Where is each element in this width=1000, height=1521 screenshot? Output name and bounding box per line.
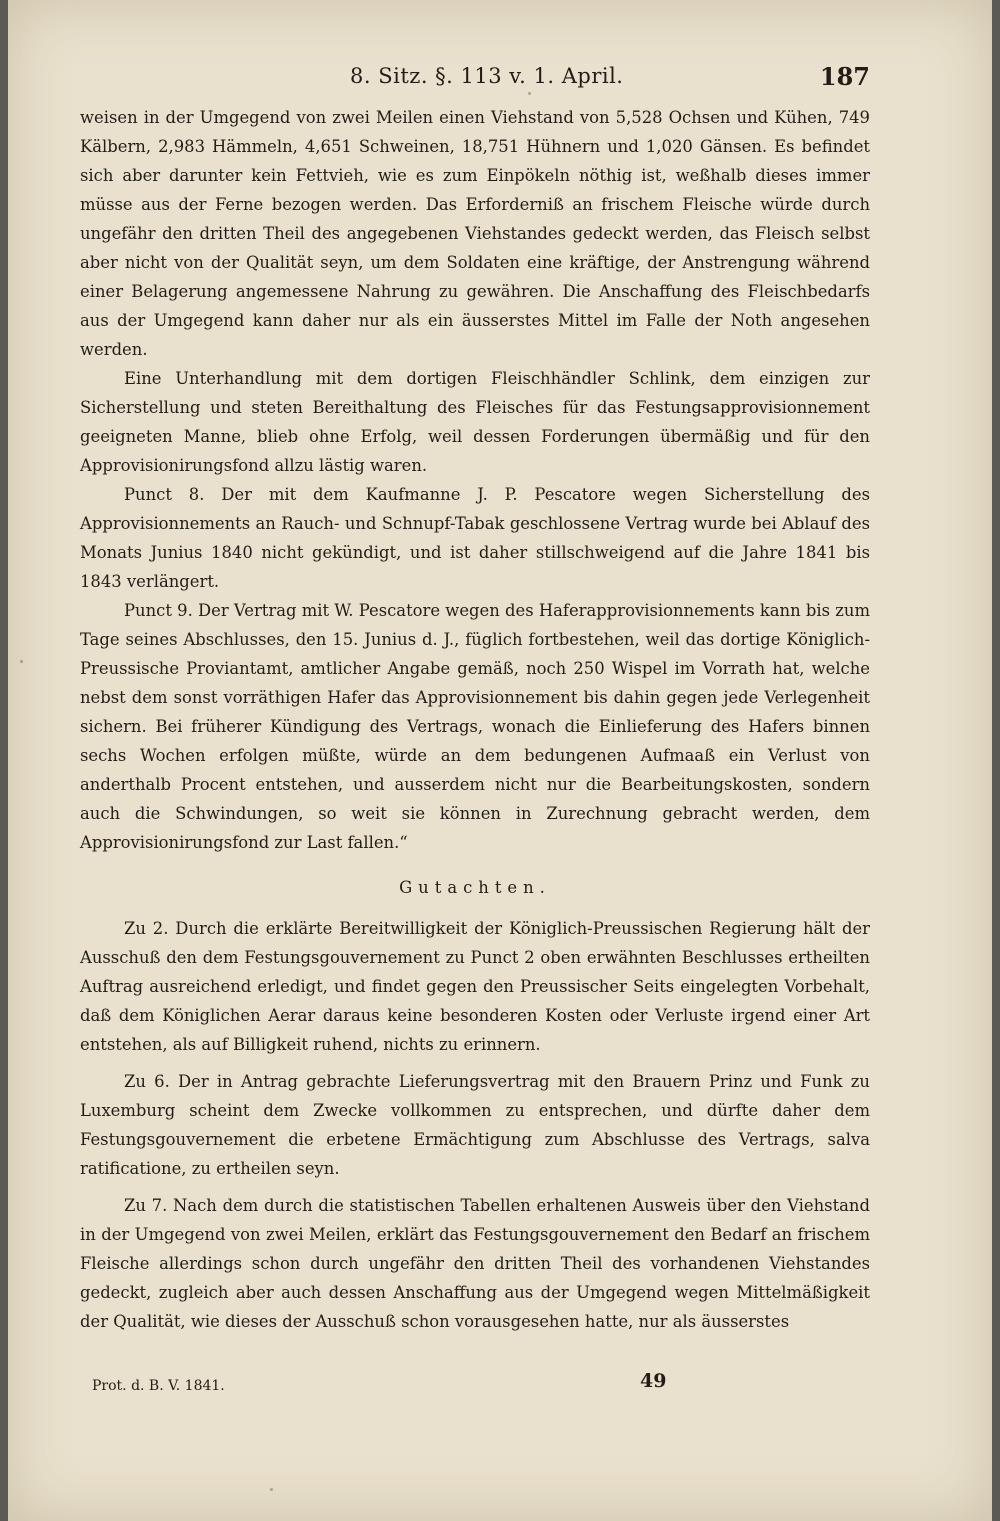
paper-speck xyxy=(528,92,531,95)
item-zu-6: Zu 6. Der in Antrag gebrachte Lieferungsvertrag mit den Brauern Prinz und Funk zu Luxemburg scheint dem Zwecke vollkommen zu entsprechen, und dürfte daher dem Festungsgouvernement die erbetene Ermächtigung zum Abschlusse des Vertrags, salva ratificatione, zu ertheilen seyn. xyxy=(80,1072,870,1178)
page-number: 187 xyxy=(819,62,870,91)
paragraph-punct-9: Punct 9. Der Vertrag mit W. Pescatore wegen des Haferapprovisionnements kann bis zum Tage seines Abschlusses, den 15. Junius d. J., füglich fortbestehen, weil das dortige Königlich-Preussische Proviantamt, amtlicher Angabe gemäß, noch 250 Wispel im Vorrath hat, welche nebst dem sonst vorräthigen Hafer das Approvisionnement bis dahin gegen jede Verlegenheit sichern. Bei früherer Kündigung des Vertrags, wonach die Einlieferung des Hafers binnen sechs Wochen erfolgen müßte, würde an dem bedungenen Aufmaaß ein Verlust von anderthalb Procent entstehen, und ausserdem nicht nur die Bearbeitungskosten, sondern auch die Schwindungen, so weit sie können in Zurechnung gebracht werden, dem Approvisionirungsfond zur Last fallen.“ xyxy=(80,601,870,852)
running-head: 8. Sitz. §. 113 v. 1. April. xyxy=(350,64,624,88)
body-text xyxy=(80,103,870,1336)
page-header xyxy=(80,58,870,98)
paragraph-schlink: Eine Unterhandlung mit dem dortigen Fleischhändler Schlink, dem einzigen zur Sicherstellung und steten Bereithaltung des Fleisches für das Festungsapprovisionnement geeigneten Manne, blieb ohne Erfolg, weil dessen Forderungen übermäßig und für den Approvisionirungsfond allzu lästig waren. xyxy=(80,369,870,475)
section-heading: Gutachten. xyxy=(399,878,551,897)
document-page xyxy=(8,0,992,1521)
paper-speck xyxy=(20,660,23,663)
page-footer xyxy=(80,1370,870,1400)
footer-publication: Prot. d. B. V. 1841. xyxy=(92,1378,225,1394)
item-zu-2: Zu 2. Durch die erklärte Bereitwilligkeit der Königlich-Preussischen Regierung hält der Ausschuß den dem Festungsgouvernement zu Punct 2 oben erwähnten Beschlusses ertheilten Auftrag ausreichend erledigt, und findet gegen den Preussischer Seits eingelegten Vorbehalt, daß dem Königlichen Aerar daraus keine besonderen Kosten oder Verluste irgend einer Art entstehen, als auf Billigkeit ruhend, nichts zu erinnern. xyxy=(80,919,870,1054)
item-zu-7: Zu 7. Nach dem durch die statistischen Tabellen erhaltenen Ausweis über den Viehstand in der Umgegend von zwei Meilen, erklärt das Festungsgouvernement den Bedarf an frischem Fleische allerdings schon durch ungefähr den dritten Theil des vorhandenen Viehstandes gedeckt, zugleich aber auch dessen Anschaffung aus der Umgegend wegen Mittelmäßigkeit der Qualität, wie dieses der Ausschuß schon vorausgesehen hatte, nur als äusserstes xyxy=(80,1196,870,1331)
signature-mark: 49 xyxy=(640,1370,667,1392)
paragraph-continuation: weisen in der Umgegend von zwei Meilen einen Viehstand von 5,528 Ochsen und Kühen, 749 Kälbern, 2,983 Hämmeln, 4,651 Schweinen, 18,751 Hühnern und 1,020 Gänsen. Es befindet sich aber darunter kein Fettvieh, wie es zum Einpökeln nöthig ist, weßhalb dieses immer müsse aus der Ferne bezogen werden. Das Erforderniß an frischem Fleische würde durch ungefähr den dritten Theil des angegebenen Viehstandes gedeckt werden, das Fleisch selbst aber nicht von der Qualität seyn, um dem Soldaten eine kräftige, der Anstrengung während einer Belagerung angemessene Nahrung zu gewähren. Die Anschaffung des Fleischbedarfs aus der Umgegend kann daher nur als ein äusserstes Mittel im Falle der Noth angesehen werden. xyxy=(80,108,870,359)
paragraph-punct-8: Punct 8. Der mit dem Kaufmanne J. P. Pescatore wegen Sicherstellung des Approvisionnements an Rauch- und Schnupf-Tabak geschlossene Vertrag wurde bei Ablauf des Monats Junius 1840 nicht gekündigt, und ist daher stillschweigend auf die Jahre 1841 bis 1843 verlängert. xyxy=(80,485,870,591)
paper-speck xyxy=(270,1488,273,1491)
